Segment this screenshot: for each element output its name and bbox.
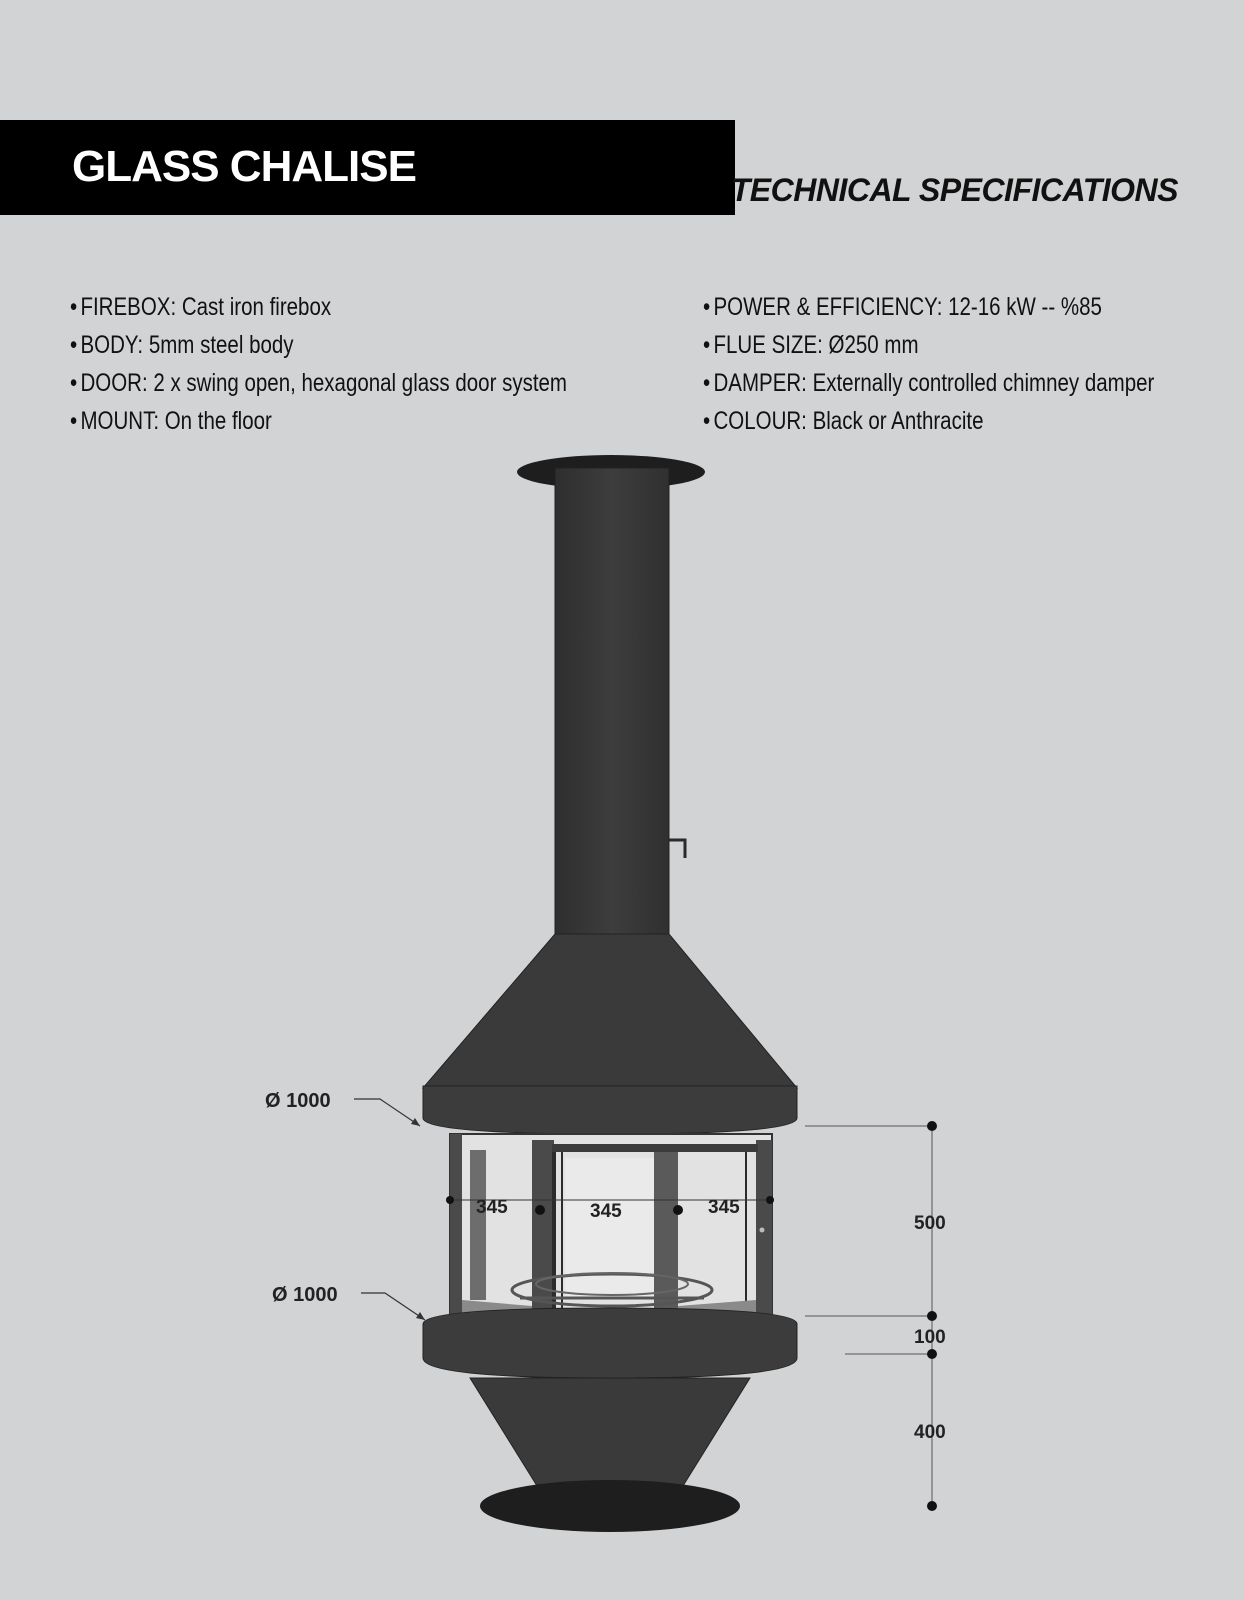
label-top-diameter: Ø 1000 bbox=[265, 1090, 331, 1112]
label-bottom-diameter: Ø 1000 bbox=[272, 1284, 338, 1306]
dim-heights bbox=[805, 1121, 946, 1511]
label-panel-center: 345 bbox=[590, 1201, 622, 1222]
title-bar bbox=[0, 120, 735, 215]
spec-firebox: • FIREBOX: Cast iron firebox bbox=[70, 288, 567, 326]
damper-handle bbox=[669, 840, 685, 858]
label-height-glass: 500 bbox=[914, 1213, 946, 1234]
label-panel-left: 345 bbox=[476, 1197, 508, 1218]
spec-list-right bbox=[703, 288, 1154, 440]
label-height-ring: 100 bbox=[914, 1327, 946, 1348]
glass-cage bbox=[450, 1134, 772, 1330]
spec-door: • DOOR: 2 x swing open, hexagonal glass door system bbox=[70, 364, 567, 402]
fireplace-drawing bbox=[0, 440, 1244, 1590]
lower-ring bbox=[423, 1308, 797, 1378]
hood-rim bbox=[423, 1086, 797, 1134]
label-panel-right: 345 bbox=[708, 1197, 740, 1218]
spec-body: • BODY: 5mm steel body bbox=[70, 326, 567, 364]
spec-heading: TECHNICAL SPECIFICATIONS bbox=[730, 172, 1178, 208]
hood-cone bbox=[423, 934, 797, 1088]
spec-mount: • MOUNT: On the floor bbox=[70, 402, 567, 440]
label-height-base: 400 bbox=[914, 1422, 946, 1443]
spec-list-left bbox=[70, 288, 567, 440]
flue-pipe bbox=[555, 468, 669, 938]
spec-flue: • FLUE SIZE: Ø250 mm bbox=[703, 326, 1154, 364]
dim-diameter-top bbox=[265, 1090, 420, 1126]
spec-colour: • COLOUR: Black or Anthracite bbox=[703, 402, 1154, 440]
product-title: GLASS CHALISE bbox=[72, 142, 416, 191]
floor-plate bbox=[480, 1480, 740, 1532]
spec-damper: • DAMPER: Externally controlled chimney damper bbox=[703, 364, 1154, 402]
dim-diameter-bottom bbox=[272, 1284, 425, 1320]
spec-power: • POWER & EFFICIENCY: 12-16 kW -- %85 bbox=[703, 288, 1154, 326]
